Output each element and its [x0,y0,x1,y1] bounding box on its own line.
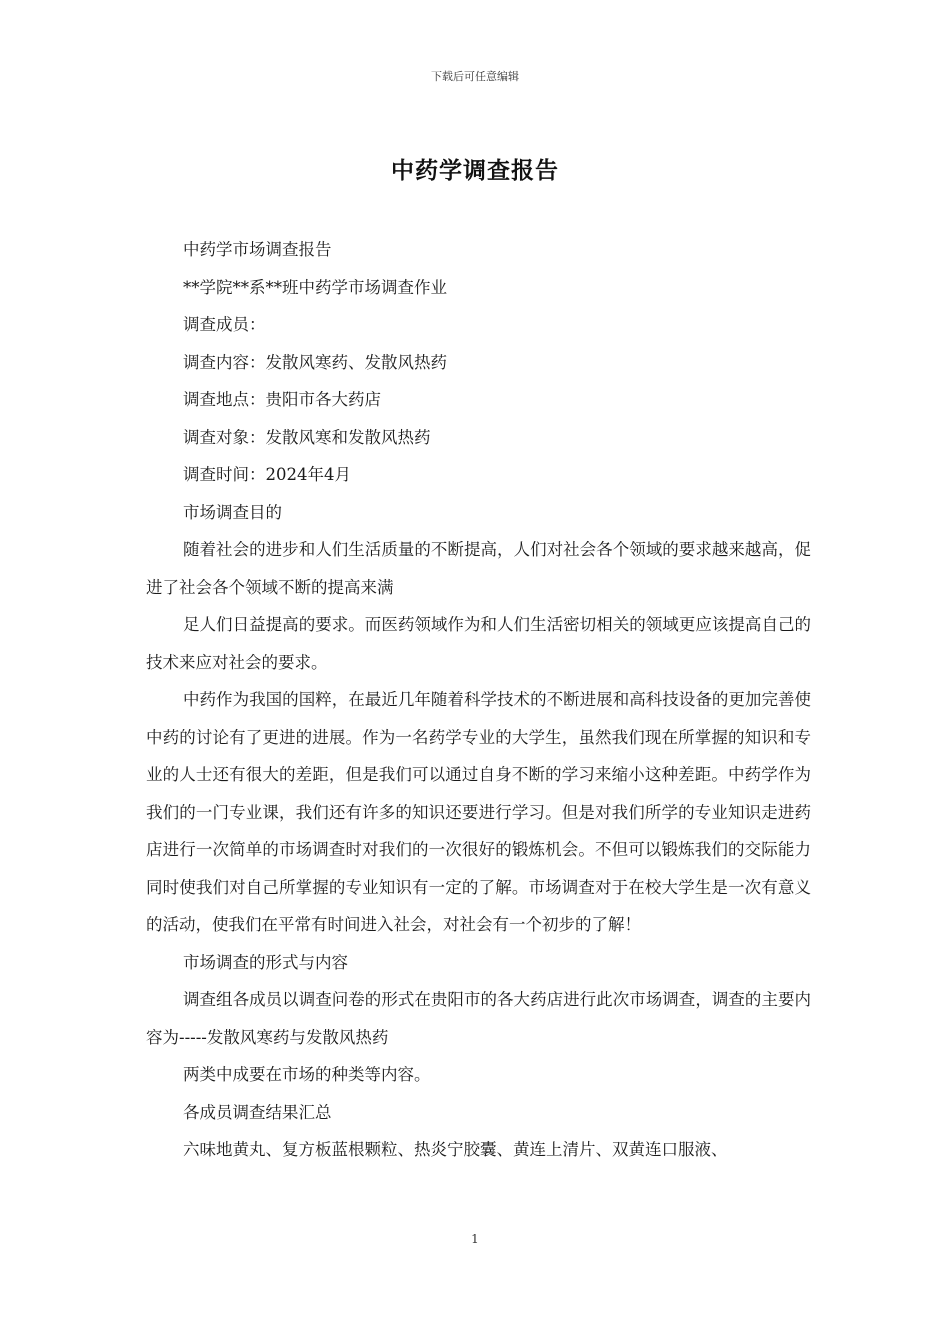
survey-content-line: 调查内容：发散风寒药、发散风热药 [183,352,447,372]
section-heading-results: 各成员调查结果汇总 [183,1102,332,1122]
section-heading-purpose: 市场调查目的 [183,502,282,522]
section-heading-form: 市场调查的形式与内容 [183,952,348,972]
paragraph-results-1: 六味地黄丸、复方板蓝根颗粒、热炎宁胶囊、黄连上清片、双黄连口服液、 [183,1140,728,1159]
page-number: 1 [471,1232,479,1246]
survey-date-line: 调查时间：2024年4月 [183,465,351,484]
paragraph-form-2: 两类中成要在市场的种类等内容。 [183,1065,431,1084]
document-title: 中药学调查报告 [391,157,559,184]
paragraph-purpose-3: 中药作为我国的国粹，在最近几年随着科学技术的不断进展和高科技设备的更加完善使中药的讨论有了更进的进展。作为一名药学专业的大学生，虽然我们现在所掌握的知识和专业的人士还有很大的差距，但是我们可以通过自身不断的学习来缩小这种差距。中药学作为我们的一门专业课，我们还有许多的知识还要进行学习。但是对我们所学的专业知识走进药店进行一次简单的市场调查时对我们的一次很好的锻炼机会。不但可以锻炼我们的交际能力同时使我们对自己所掌握的专业知识有一定的了解。市场调查对于在校大学生是一次有意义的活动，使我们在平常有时间进入社会，对社会有一个初步的了解！ [146,690,811,934]
document-body [146,231,811,1169]
class-assignment-line: **学院**系**班中药学市场调查作业 [183,277,447,297]
survey-members-line: 调查成员： [183,315,266,334]
header-note: 下载后可任意编辑 [431,70,519,83]
paragraph-purpose-1: 随着社会的进步和人们生活质量的不断提高，人们对社会各个领域的要求越来越高，促进了社会各个领域不断的提高来满 [146,540,811,597]
survey-subject-line: 调查对象：发散风寒和发散风热药 [183,427,431,447]
paragraph-purpose-2: 足人们日益提高的要求。而医药领域作为和人们生活密切相关的领域更应该提高自己的技术来应对社会的要求。 [146,615,811,672]
survey-location-line: 调查地点：贵阳市各大药店 [183,390,381,409]
paragraph-form-1: 调查组各成员以调查问卷的形式在贵阳市的各大药店进行此次市场调查，调查的主要内容为-----发散风寒药与发散风热药 [146,990,811,1047]
report-subtitle: 中药学市场调查报告 [183,240,332,259]
